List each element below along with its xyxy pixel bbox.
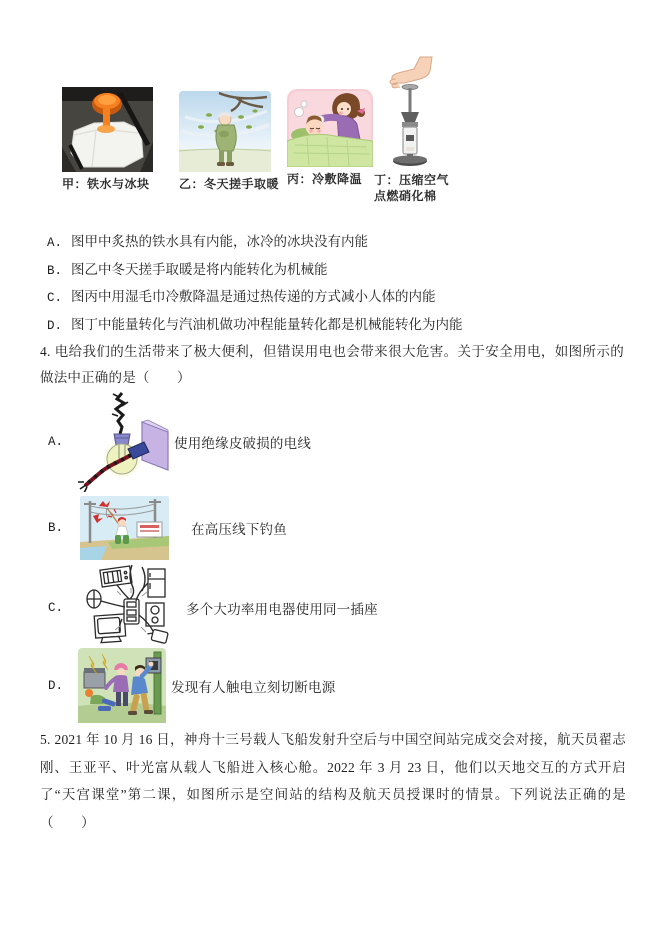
option-text: 图乙中冬天搓手取暖是将内能转化为机械能 <box>71 261 328 277</box>
overloaded-socket-image <box>84 563 180 653</box>
fire-syringe-image <box>374 55 462 168</box>
q3-options <box>47 229 632 339</box>
q5-text: 2021 年 10 月 16 日，神舟十三号载人飞船发射升空后与中国空间站完成交会对接，航天员翟志刚、王亚平、叶光富从载人飞船进入核心舱。2022 年 3 月 23 日，他们以天地交互的方式开启了“天宫课堂”第二课，如图所示是空间站的结构及航天员授课时的情景。下列说法正确的是（ ） <box>40 732 626 830</box>
fishing-under-power-lines-image <box>80 496 169 560</box>
option-letter: B. <box>48 521 64 535</box>
figure-bing <box>287 89 373 187</box>
q3-option-b <box>47 257 632 285</box>
figure-jia <box>62 87 153 192</box>
q4-text: 电给我们的生活带来了极大便利，但错误用电也会带来很大危害。关于安全用电，如图所示的做法中正确的是（ ） <box>40 344 624 385</box>
q3-option-a <box>47 229 632 257</box>
molten-iron-and-ice-image <box>62 87 153 172</box>
damaged-wire-image <box>78 392 170 492</box>
option-text: 图丁中能量转化与汽油机做功冲程能量转化都是机械能转化为内能 <box>71 316 463 332</box>
figure-yi-caption: 乙：冬天搓手取暖 <box>179 177 280 191</box>
figure-bing-caption: 丙：冷敷降温 <box>287 172 363 186</box>
figure-jia-caption: 甲：铁水与冰块 <box>62 177 150 191</box>
q4-option-b-caption: 在高压线下钓鱼 <box>191 522 287 537</box>
option-letter: C. <box>48 601 64 615</box>
q3-option-c <box>47 284 632 312</box>
option-letter: A. <box>48 435 64 449</box>
q4-number: 4. <box>40 344 51 359</box>
q3-option-d <box>47 312 632 340</box>
option-letter: A. <box>47 236 63 250</box>
q4-option-c <box>48 563 378 653</box>
option-text: 图甲中炙热的铁水具有内能，冰冷的冰块没有内能 <box>71 234 369 249</box>
q4-option-d <box>48 648 335 723</box>
figure-yi <box>179 91 279 192</box>
q5-number: 5. <box>40 732 51 747</box>
q4-option-d-caption: 发现有人触电立刻切断电源 <box>171 679 336 695</box>
q4-option-b <box>48 496 287 560</box>
option-letter: B. <box>47 263 63 278</box>
q4-option-c-caption: 多个大功率用电器使用同一插座 <box>186 602 378 617</box>
option-letter: D. <box>48 678 64 693</box>
option-letter: C. <box>47 291 63 305</box>
figure-ding <box>374 55 462 204</box>
q5-stem <box>40 726 626 836</box>
cold-compress-image <box>287 89 373 167</box>
q4-stem <box>40 339 624 391</box>
cut-power-rescue-image <box>78 648 166 723</box>
q4-option-a <box>48 392 311 492</box>
option-letter: D. <box>47 318 63 333</box>
figure-ding-caption: 丁：压缩空气点燃硝化棉 <box>374 173 450 203</box>
rubbing-hands-winter-image <box>179 91 271 172</box>
q4-option-a-caption: 使用绝缘皮破损的电线 <box>174 436 312 451</box>
option-text: 图丙中用湿毛巾冷敷降温是通过热传递的方式减小人体的内能 <box>71 289 436 304</box>
